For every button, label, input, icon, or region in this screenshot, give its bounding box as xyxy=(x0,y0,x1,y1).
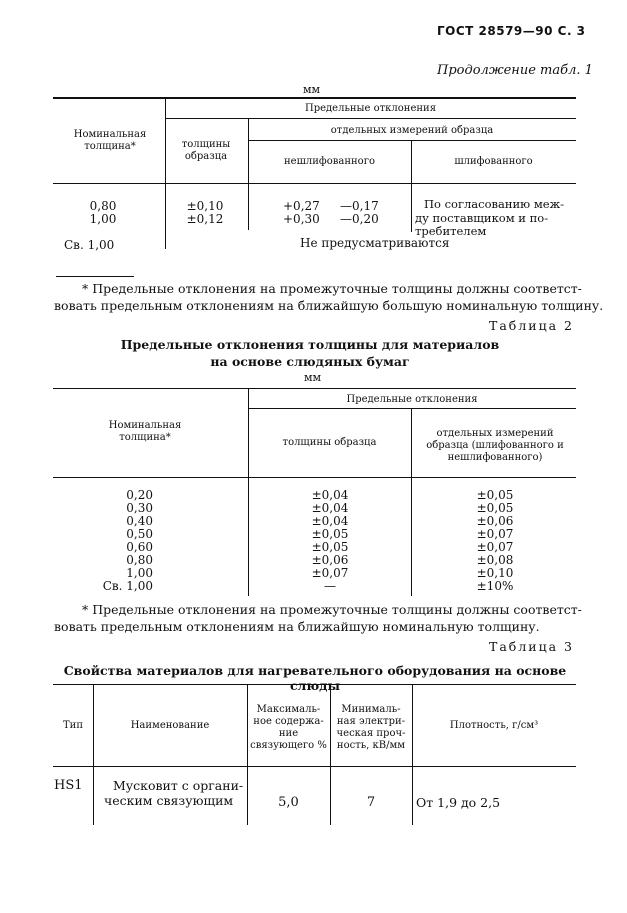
table2-individual-cell: ±0,05 xyxy=(476,488,514,502)
table2-individual-cell: ±0,10 xyxy=(476,566,514,580)
table1-thickness-2: ±0,12 xyxy=(186,212,224,226)
table3-vline-1 xyxy=(93,685,94,825)
table3-row-type: HS1 xyxy=(54,778,83,793)
table1-col-thickness: толщины образца xyxy=(181,139,231,162)
table3-col-binder: Максималь-ное содержа-ние связующего % xyxy=(250,704,327,751)
table2-individual-cell: ±0,05 xyxy=(476,501,514,515)
table2-col-limits: Предельные отклонения xyxy=(346,394,478,405)
table2-footnote-line-2: вовать предельным отклонениям на ближайшую номинальную толщину. xyxy=(54,619,540,634)
table3-top-border xyxy=(53,684,576,685)
table1-unground-plus-1: +0,27 xyxy=(283,199,320,213)
table1-nominal-1: 0,80 xyxy=(89,199,117,213)
table1-ground-text-1: По согласованию меж- xyxy=(424,197,565,211)
table1-col-unground: нешлифованного xyxy=(284,156,375,167)
table2-nominal-cell: 0,60 xyxy=(126,540,153,554)
table2-col-individual: отдельных измерений образца (шлифованного и нешлифованного) xyxy=(426,428,564,463)
table1-thickness-1: ±0,10 xyxy=(186,199,224,213)
table1-col-limits: Предельные отклонения xyxy=(304,103,437,114)
table1-col-ground: шлифованного xyxy=(454,156,533,167)
table3-row-strength: 7 xyxy=(366,795,376,810)
table3-title: Свойства материалов для нагревательного оборудования на основе слюды xyxy=(63,663,567,693)
table2-individual-column xyxy=(465,489,525,593)
table1-ground-text-3: требителем xyxy=(415,224,487,238)
table3-vline-2 xyxy=(247,685,248,825)
table2-nominal-cell: 0,20 xyxy=(126,488,153,502)
table2-title-line-1: Предельные отклонения толщины для материалов xyxy=(120,337,500,352)
table2-individual-cell: ±10% xyxy=(476,579,514,593)
table2-col-thickness: толщины образца xyxy=(282,437,377,448)
table-continuation-label: Продолжение табл. 1 xyxy=(437,63,593,78)
table3-row-density: От 1,9 до 2,5 xyxy=(416,795,501,810)
table3-col-density: Плотность, г/см³ xyxy=(449,720,539,731)
table2-nominal-cell: 1,00 xyxy=(126,566,153,580)
table1-header-rule-1 xyxy=(165,118,576,119)
table2-vline-1 xyxy=(248,389,249,596)
table3-row-name-line-1: Мусковит с органи- xyxy=(113,778,244,793)
table2-thickness-cell: — xyxy=(324,579,336,593)
table2-label: Таблица 2 xyxy=(489,318,575,333)
table1-header-rule-2 xyxy=(248,140,576,141)
table2-thickness-cell: ±0,04 xyxy=(311,501,349,515)
table1-col-nominal: Номинальная толщина* xyxy=(73,129,147,152)
page-reference: ГОСТ 28579—90 С. 3 xyxy=(437,24,586,38)
table1-not-provided: Не предусматриваются xyxy=(300,236,450,250)
table3-row-name-line-2: ческим связующим xyxy=(104,793,234,808)
table2-nominal-cell: 0,40 xyxy=(126,514,153,528)
table2-individual-cell: ±0,07 xyxy=(476,527,514,541)
table2-footnote-line-1: * Предельные отклонения на промежуточные толщины должны соответст- xyxy=(82,602,582,617)
table3-col-type: Тип xyxy=(63,720,83,731)
table2-thickness-column xyxy=(300,489,360,593)
table2-unit: мм xyxy=(304,371,322,384)
table3-row-binder: 5,0 xyxy=(278,795,299,810)
table1-unground-minus-1: —0,17 xyxy=(340,199,379,213)
table2-header-bottom xyxy=(53,477,576,478)
table2-thickness-cell: ±0,07 xyxy=(311,566,349,580)
table2-nominal-column xyxy=(100,489,153,593)
table3-label: Таблица 3 xyxy=(489,639,575,654)
table1-footnote-rule xyxy=(56,276,134,277)
table1-unground-plus-2: +0,30 xyxy=(283,212,320,226)
table1-vline-1 xyxy=(165,98,166,249)
table2-nominal-cell: Св. 1,00 xyxy=(102,579,153,593)
table2-individual-cell: ±0,08 xyxy=(476,553,514,567)
table1-footnote-line-1: * Предельные отклонения на промежуточные толщины должны соответст- xyxy=(82,281,582,296)
table2-individual-cell: ±0,07 xyxy=(476,540,514,554)
table2-nominal-cell: 0,30 xyxy=(126,501,153,515)
table1-footnote-line-2: вовать предельным отклонениям на ближайшую большую номинальную толщину. xyxy=(54,298,604,313)
table2-nominal-cell: 0,80 xyxy=(126,553,153,567)
table2-thickness-cell: ±0,05 xyxy=(311,527,349,541)
table3-vline-3 xyxy=(330,685,331,825)
table1-header-bottom xyxy=(53,183,576,184)
table2-individual-cell: ±0,06 xyxy=(476,514,514,528)
table1-col-individual: отдельных измерений образца xyxy=(330,125,494,136)
table1-vline-3 xyxy=(411,140,412,232)
table3-vline-4 xyxy=(412,685,413,825)
table3-col-strength: Минималь-ная электри-ческая проч-ность, кВ/мм xyxy=(336,704,406,751)
table2-header-rule xyxy=(248,408,576,409)
table1-last-nominal: Св. 1,00 xyxy=(64,238,115,252)
table2-thickness-cell: ±0,04 xyxy=(311,514,349,528)
table2-thickness-cell: ±0,05 xyxy=(311,540,349,554)
table1-nominal-2: 1,00 xyxy=(89,212,117,226)
table2-col-nominal: Номинальная толщина* xyxy=(108,420,182,443)
table2-thickness-cell: ±0,06 xyxy=(311,553,349,567)
table1-unit: мм xyxy=(303,83,321,96)
table3-col-name: Наименование xyxy=(130,720,210,731)
table1-ground-text-2: ду поставщиком и по- xyxy=(415,211,549,225)
table1-top-border xyxy=(53,97,576,99)
table2-thickness-cell: ±0,04 xyxy=(311,488,349,502)
table2-nominal-cell: 0,50 xyxy=(126,527,153,541)
table2-top-border xyxy=(53,388,576,389)
table3-header-bottom xyxy=(53,766,576,767)
table1-unground-minus-2: —0,20 xyxy=(340,212,379,226)
table2-vline-2 xyxy=(411,408,412,596)
table2-title-line-2: на основе слюдяных бумаг xyxy=(210,354,410,369)
